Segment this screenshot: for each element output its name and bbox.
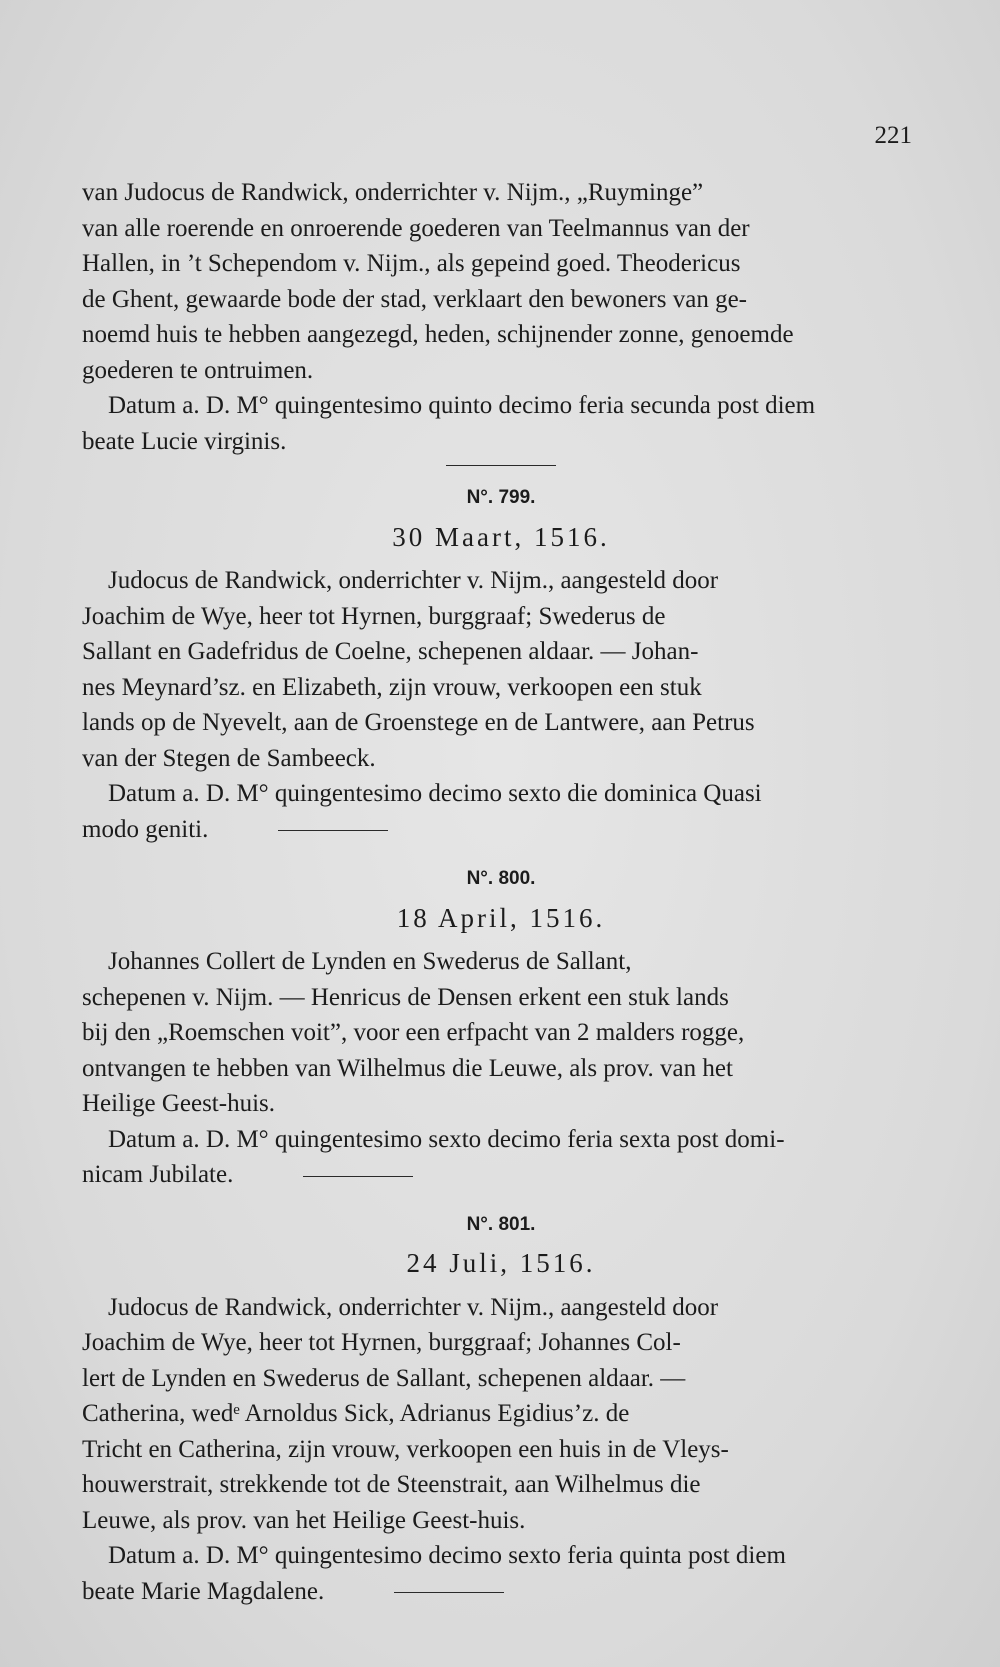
section-divider bbox=[278, 830, 388, 831]
section-divider bbox=[394, 1592, 504, 1593]
datum-line-text: modo geniti. bbox=[82, 815, 209, 843]
entry-date: 18 April, 1516. bbox=[396, 902, 606, 933]
datum-line-text: beate Marie Magdalene. bbox=[82, 1577, 325, 1605]
datum-line bbox=[82, 1574, 920, 1610]
entry-date: 30 Maart, 1516. bbox=[392, 521, 610, 552]
text-line: van alle roerende en onroerende goederen van Teelmannus van der bbox=[82, 214, 750, 242]
text-line: noemd huis te hebben aangezegd, heden, schijnender zonne, genoemde bbox=[82, 321, 794, 348]
page-number: 221 bbox=[874, 122, 912, 149]
datum-line bbox=[82, 1157, 920, 1193]
datum-line-text: nicam Jubilate. bbox=[82, 1161, 234, 1188]
text-line: Tricht en Catherina, zijn vrouw, verkoopen een huis in de Vleys- bbox=[82, 1435, 729, 1463]
text-line: Leuwe, als prov. van het Heilige Geest-huis. bbox=[82, 1506, 526, 1534]
text-line: de Ghent, gewaarde bode der stad, verklaart den bewoners van ge- bbox=[82, 285, 747, 313]
text-line: Johannes Collert de Lynden en Swederus de Sallant, bbox=[108, 948, 632, 975]
text-line: Joachim de Wye, heer tot Hyrnen, burggraaf; Johannes Col- bbox=[82, 1329, 681, 1356]
text-line: Hallen, in ’t Schependom v. Nijm., als gepeind goed. Theodericus bbox=[82, 250, 741, 277]
datum-line: Datum a. D. M° quingentesimo decimo sexto feria quinta post diem bbox=[108, 1542, 786, 1569]
text-line: Heilige Geest-huis. bbox=[82, 1090, 276, 1117]
intro-paragraph bbox=[82, 175, 920, 459]
entry-number: N°. 799. bbox=[466, 487, 536, 508]
entry-801 bbox=[82, 1207, 920, 1610]
datum-line: Datum a. D. M° quingentesimo quinto decimo feria secunda post diem bbox=[108, 392, 816, 419]
entry-number: N°. 801. bbox=[466, 1213, 536, 1235]
text-line: goederen te ontruimen. bbox=[82, 356, 314, 384]
entry-799 bbox=[82, 480, 920, 847]
text-line: Judocus de Randwick, onderrichter v. Nijm., aangesteld door bbox=[108, 1293, 719, 1321]
entry-number: N°. 800. bbox=[466, 868, 536, 889]
entry-800 bbox=[82, 861, 920, 1193]
text-line: ontvangen te hebben van Wilhelmus die Leuwe, als prov. van het bbox=[82, 1054, 733, 1082]
text-line: Joachim de Wye, heer tot Hyrnen, burggraaf; Swederus de bbox=[82, 602, 666, 630]
entry-date: 24 Juli, 1516. bbox=[406, 1248, 596, 1278]
datum-line: Datum a. D. M° quingentesimo sexto decimo feria sexta post domi- bbox=[108, 1125, 785, 1153]
text-line: lands op de Nyevelt, aan de Groenstege en de Lantwere, aan Petrus bbox=[82, 709, 755, 736]
text-line: van Judocus de Randwick, onderrichter v. Nijm., „Ruyminge” bbox=[82, 179, 704, 206]
text-line: Sallant en Gadefridus de Coelne, schepenen aldaar. — Johan- bbox=[82, 638, 699, 665]
text-line: lert de Lynden en Swederus de Sallant, schepenen aldaar. — bbox=[82, 1364, 686, 1392]
text-line: van der Stegen de Sambeeck. bbox=[82, 744, 376, 772]
page-body bbox=[82, 175, 920, 1609]
datum-line: beate Lucie virginis. bbox=[82, 427, 287, 455]
datum-line: Datum a. D. M° quingentesimo decimo sexto die dominica Quasi bbox=[108, 780, 762, 807]
section-divider bbox=[303, 1176, 413, 1177]
text-line: nes Meynard’sz. en Elizabeth, zijn vrouw, verkoopen een stuk bbox=[82, 673, 702, 701]
text-line: Catherina, wedᵉ Arnoldus Sick, Adrianus Egidius’z. de bbox=[82, 1400, 630, 1427]
text-line: schepenen v. Nijm. — Henricus de Densen erkent een stuk lands bbox=[82, 983, 729, 1011]
datum-line bbox=[82, 812, 920, 848]
text-line: houwerstrait, strekkende tot de Steenstrait, aan Wilhelmus die bbox=[82, 1471, 701, 1498]
text-line: bij den „Roemschen voit”, voor een erfpacht van 2 malders rogge, bbox=[82, 1019, 745, 1046]
section-divider bbox=[446, 465, 556, 466]
text-line: Judocus de Randwick, onderrichter v. Nijm., aangesteld door bbox=[108, 567, 719, 594]
